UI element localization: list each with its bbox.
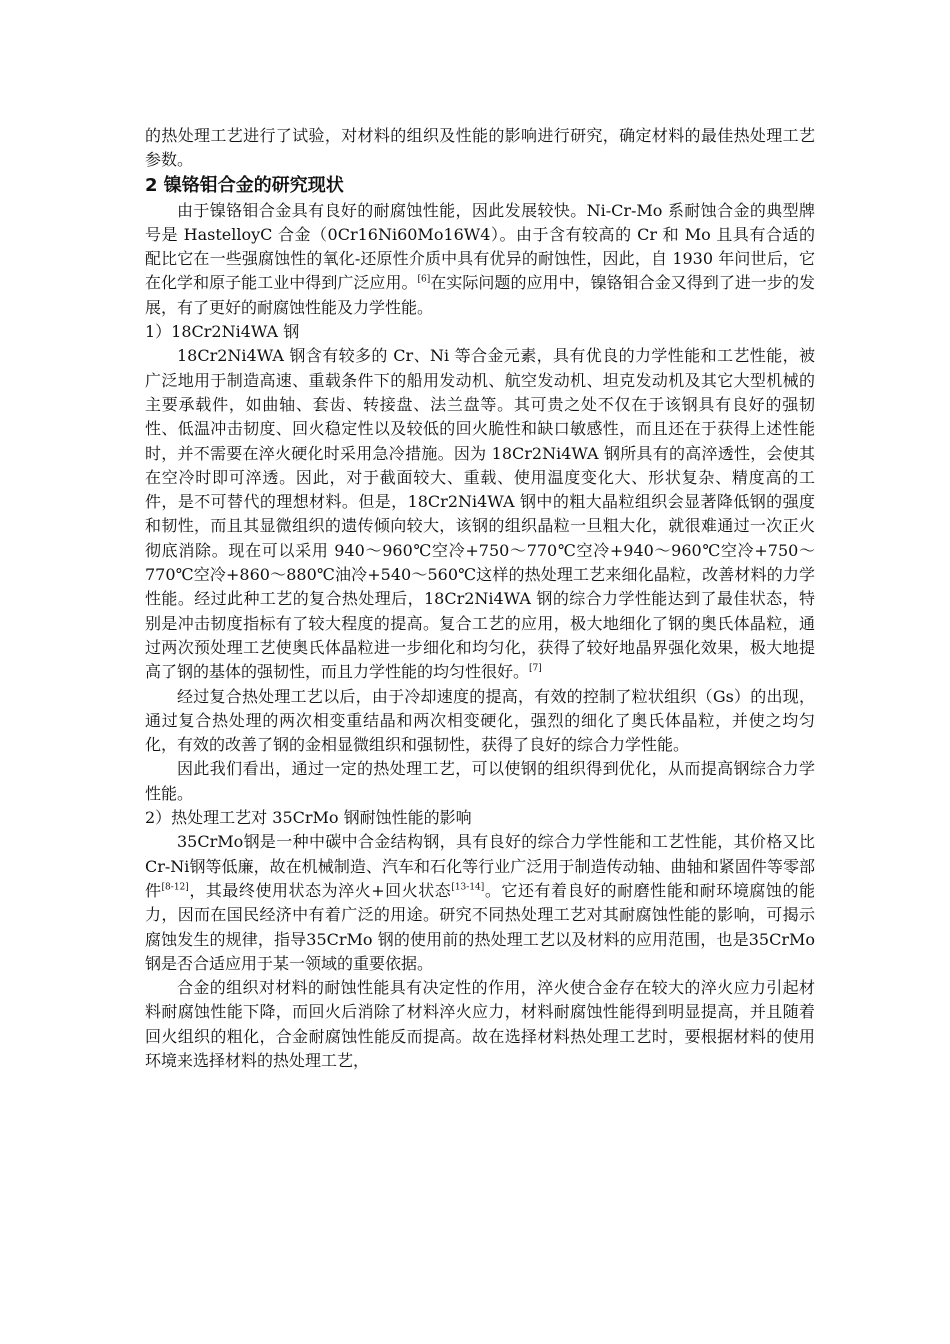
paragraph-text: 。它还有着良好的耐磨性能和耐环境腐蚀的能力，因而在国民经济中有着广泛的用途。研究不同热处理工艺对其耐腐蚀性能的影响，可揭示腐蚀发生的规律，指导35CrMo 钢的使用前的热处理工艺以及材料的应用范围，也是35CrMo钢是否合适应用于某一领域的重要依据。 [145,880,815,973]
citation-13-14: [13-14] [451,882,485,893]
citation-6: [6] [417,275,431,286]
paragraph-conclusion [145,757,815,806]
paragraph-microstructure [145,976,815,1073]
citation-7: [7] [529,663,542,674]
subsection-title-35crmo: 2）热处理工艺对 35CrMo 钢耐蚀性能的影响 [145,808,472,828]
document-page [145,124,815,1073]
subsection-title-18cr2ni4wa: 1）18Cr2Ni4WA 钢 [145,322,300,342]
paragraph-18cr2ni4wa [145,344,815,684]
paragraph-text: 合金的组织对材料的耐蚀性能具有决定性的作用，淬火使合金存在较大的淬火应力引起材料耐腐蚀性能下降，而回火后消除了材料淬火应力，材料耐腐蚀性能得到明显提高，并且随着回火组织的粗化，合金耐腐蚀性能反而提高。故在选择材料热处理工艺时，要根据材料的使用环境来选择材料的热处理工艺， [145,978,815,1070]
section-heading: 2 镍铬钼合金的研究现状 [145,174,344,196]
paragraph-text: 在实际问题的应用中，镍铬钼合金又得到了进一步的发展，有了更好的耐腐蚀性能及力学性能。 [145,273,815,317]
paragraph-text: 由于镍铬钼合金具有良好的耐腐蚀性能，因此发展较快。Ni-Cr-Mo 系耐蚀合金的典型牌号是 HastelloyC 合金（0Cr16Ni60Mo16W4）。由于含有较高的 Cr 和 Mo 且具有合适的配比它在一些强腐蚀性的氧化-还原性介质中具有优异的耐蚀性，因此，自 1930 年问世后，它在化学和原子能工业中得到广泛应用。 [145,200,815,293]
paragraph-35crmo [145,830,815,976]
paragraph-text: 18Cr2Ni4WA 钢含有较多的 Cr、Ni 等合金元素，具有优良的力学性能和工艺性能，被广泛地用于制造高速、重载条件下的船用发动机、航空发动机、坦克发动机及其它大型机械的主要承载件，如曲轴、套齿、转接盘、法兰盘等。其可贵之处不仅在于该钢具有良好的强韧性、低温冲击韧度、回火稳定性以及较低的回火脆性和缺口敏感性，而且还在于获得上述性能时，并不需要在淬火硬化时采用急冷措施。因为 18Cr2Ni4WA 钢所具有的高淬透性，会使其在空冷时即可淬透。因此，对于截面较大、重载、使用温度变化大、形状复杂、精度高的工件，是不可替代的理想材料。但是，18Cr2Ni4WA 钢中的粗大晶粒组织会显著降低钢的强度和韧性，而且其显微组织的遗传倾向较大，该钢的组织晶粒一旦粗大化，就很难通过一次正火彻底消除。现在可以采用 940～960℃空冷+750～770℃空冷+940～960℃空冷+750～770℃空冷+860～880℃油冷+540～560℃这样的热处理工艺来细化晶粒，改善材料的力学性能。经过此种工艺的复合热处理后，18Cr2Ni4WA 钢的综合力学性能达到了最佳状态，特别是冲击韧度指标有了较大程度的提高。复合工艺的应用，极大地细化了钢的奥氏体晶粒，通过两次预处理工艺使奥氏体晶粒进一步细化和均匀化，获得了较好地晶界强化效果，极大地提高了钢的基体的强韧性，而且力学性能的均匀性很好。 [145,346,815,682]
citation-8-12: [8-12] [161,882,189,893]
paragraph-text: 因此我们看出，通过一定的热处理工艺，可以使钢的组织得到优化，从而提高钢综合力学性能。 [145,759,815,803]
paragraph-intro-continuation [145,124,815,173]
paragraph-composite-treatment [145,685,815,758]
paragraph-text: 35CrMo钢是一种中碳中合金结构钢，具有良好的综合力学性能和工艺性能，其价格又比Cr-Ni钢等低廉，故在机械制造、汽车和石化等行业广泛用于制造传动轴、曲轴和紧固件等零部件 [145,832,815,900]
paragraph-text: ，其最终使用状态为淬火+回火状态 [188,880,452,900]
paragraph-ni-cr-mo [145,199,815,320]
paragraph-text: 经过复合热处理工艺以后，由于冷却速度的提高，有效的控制了粒状组织（Gs）的出现，通过复合热处理的两次相变重结晶和两次相变硬化，强烈的细化了奥氏体晶粒，并使之均匀化，有效的改善了钢的金相显微组织和强韧性，获得了良好的综合力学性能。 [145,686,815,755]
paragraph-text: 的热处理工艺进行了试验，对材料的组织及性能的影响进行研究，确定材料的最佳热处理工艺参数。 [145,126,815,170]
